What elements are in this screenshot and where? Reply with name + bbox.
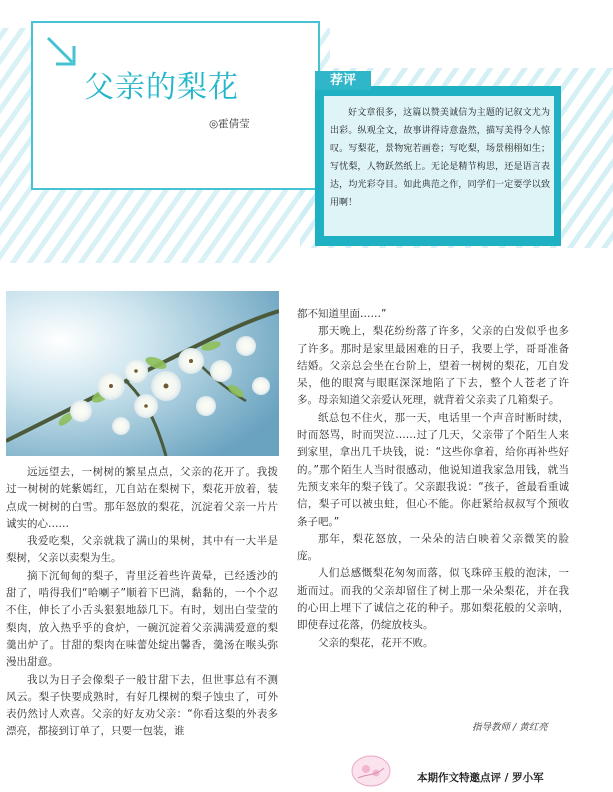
pear-blossom-photo <box>6 291 279 456</box>
review-text: 好文章很多，这篇以赞美诚信为主题的记叙文尤为出彩。纵观全文，故事讲得诗意盎然，描写美得令人惊叹。写梨花，景物宛若画卷；写吃梨，场景栩栩如生；写忧梨，人物跃然纸上。无论是精节构思，还是语言表达，均光彩夺目。如此典范之作，同学们一定要学以致用啊！ <box>330 108 550 208</box>
paragraph: 摘下沉甸甸的梨子，青里泛着些许黄晕，已经透沙的甜了，啃得我们“哈喇子”顺着下巴淌，黏黏的，一个个忍不住，伸长了小舌头狠狠地舔几下。有时，划出白莹莹的梨肉，放入热乎乎的食炉，一碗沉淀着父亲满满爱意的梨羹出炉了。甘甜的梨肉在味蕾处绽出馨香，羹汤在喉头弥漫出甜意。 <box>6 569 278 669</box>
paragraph: 人们总感慨梨花匆匆而落，似飞珠碎玉般的泡沫，一逝而过。而我的父亲却留住了树上那一朵朵梨花，并在我的心田上埋下了诚信之花的种子。那如梨花般的父亲呐，即使春过花落，仍绽放枝头。 <box>297 567 569 632</box>
paragraph: 我爱吃梨，父亲就栽了满山的果树，其中有一大半是梨树，父亲以卖梨为生。 <box>6 535 278 565</box>
paragraph: 父亲的梨花，花开不败。 <box>318 636 434 649</box>
paragraph: 那天晚上，梨花纷纷落了许多，父亲的白发似乎也多了许多。那时是家里最困难的日子，我要上学，哥哥准备结婚。父亲总会坐在台阶上，望着一树树的梨花，兀自发呆，他的眼窝与眼眶深深地陷了下去，整个人苍老了许多。母亲知道父亲爱认死理，就背着父亲卖了几箱梨子。 <box>297 325 569 407</box>
paragraph: 我以为日子会像梨子一般甘甜下去，但世事总有不测风云。梨子快要成熟时，有好几棵树的梨子蚀虫了，可外表仍然讨人欢喜。父亲的好友劝父亲：“你看这梨的外表多漂亮，都接到订单了，只要一包装，谁 <box>6 673 278 738</box>
advisor-credit: 指导教师 / 黄红亮 <box>472 722 548 733</box>
paragraph: 远远望去，一树树的繁星点点，父亲的花开了。我拨过一树树的姹紫嫣红，兀自站在梨树下，梨花开放着，装点成一树树的白雪。那年怒放的梨花，沉淀着父亲一片片诚实的心…… <box>6 466 278 530</box>
paragraph: 都不知道里面……” <box>297 308 387 320</box>
flower-stamp-icon <box>350 754 392 788</box>
paragraph: 纸总包不住火，那一天，电话里一个声音时断时续，时而怒骂，时而哭泣……过了几天，父亲带了个陌生人来到家里，拿出几千块钱，说：“这些你拿着，给你再补些好的。”那个陌生人当时很感动，他说知道我家急用钱，就当先预支来年的梨子钱了。父亲跟我说：“孩子，爸最看重诚信，梨子可以被虫蛀，但心不能。你赶紧给叔叔写个预收条子吧。” <box>297 411 569 528</box>
arrow-down-right-icon <box>42 32 82 72</box>
review-tag: 荐评 <box>315 71 371 90</box>
body-right-column <box>297 306 569 652</box>
footer-credit: 本期作文特邀点评 / 罗小军 <box>417 772 544 784</box>
article-title: 父亲的梨花 <box>84 70 239 105</box>
paragraph: 那年，梨花怒放，一朵朵的洁白映着父亲微笑的脸庞。 <box>297 532 569 563</box>
body-left-column <box>6 464 278 741</box>
author-byline: ◎霍倩莹 <box>209 118 250 130</box>
